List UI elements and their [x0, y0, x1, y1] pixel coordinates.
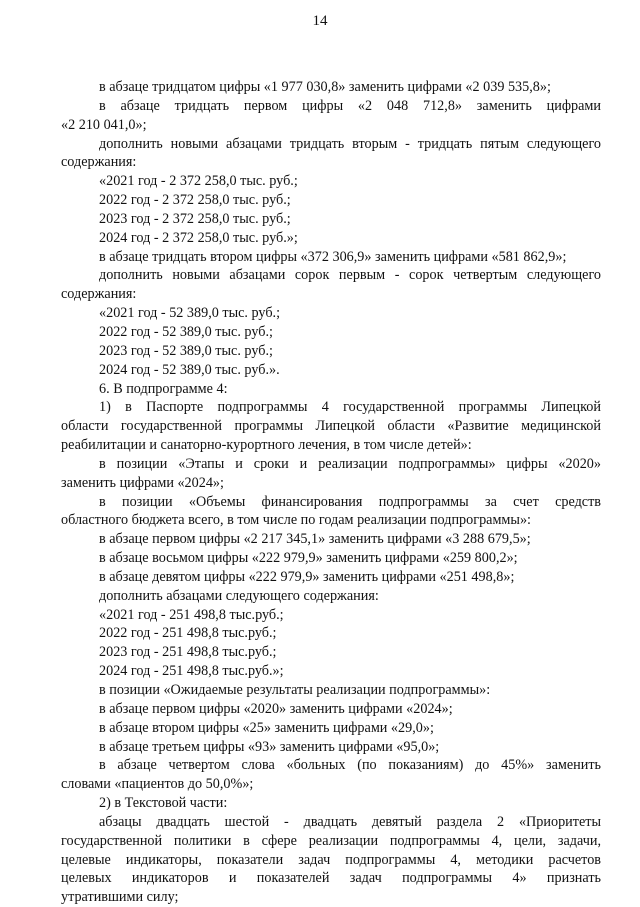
text-line: 2022 год - 251 498,8 тыс.руб.;	[99, 625, 277, 642]
text-line: 1) в Паспорте подпрограммы 4 государственной программы Липецкой	[99, 399, 601, 416]
text-line: в абзаце первом цифры «2 217 345,1» заменить цифрами «3 288 679,5»;	[99, 531, 531, 548]
text-line: 2024 год - 52 389,0 тыс. руб.».	[99, 361, 280, 378]
text-line: заменить цифрами «2024»;	[61, 474, 224, 491]
text-line: «2021 год - 2 372 258,0 тыс. руб.;	[99, 173, 298, 190]
text-line: 2) в Текстовой части:	[99, 795, 228, 812]
text-line: дополнить новыми абзацами тридцать вторым - тридцать пятым следующего	[99, 135, 601, 152]
text-line: в абзаце третьем цифры «93» заменить цифрами «95,0»;	[99, 738, 440, 755]
text-line: дополнить новыми абзацами сорок первым - сорок четвертым следующего	[99, 267, 601, 284]
page-number: 14	[312, 13, 328, 29]
text-line: государственной политики в сфере реализации подпрограммы 4, цели, задачи,	[61, 832, 601, 849]
text-line: в абзаце первом цифры «2020» заменить цифрами «2024»;	[99, 700, 453, 717]
text-line: абзацы двадцать шестой - двадцать девятый раздела 2 «Приоритеты	[99, 813, 601, 830]
text-line: дополнить абзацами следующего содержания:	[99, 587, 379, 604]
text-line: целевых индикаторов и показателей задач подпрограммы 4» признать	[61, 870, 601, 887]
text-line: утратившими силу;	[61, 889, 179, 906]
text-line: в позиции «Ожидаемые результаты реализации подпрограммы»:	[99, 682, 491, 698]
text-line: 6. В подпрограмме 4:	[99, 380, 228, 397]
text-line: 2023 год - 251 498,8 тыс.руб.;	[99, 644, 277, 661]
text-line: 2022 год - 2 372 258,0 тыс. руб.;	[99, 192, 291, 209]
text-line: в абзаце четвертом слова «больных (по показаниям) до 45%» заменить	[99, 757, 601, 774]
text-line: в абзаце втором цифры «25» заменить цифрами «29,0»;	[99, 719, 434, 736]
text-line: «2021 год - 251 498,8 тыс.руб.;	[99, 606, 284, 623]
text-line: содержания:	[61, 154, 137, 171]
text-line: 2022 год - 52 389,0 тыс. руб.;	[99, 323, 273, 340]
text-line: областного бюджета всего, в том числе по годам реализации подпрограммы»:	[61, 512, 531, 529]
text-line: «2 210 041,0»;	[61, 116, 147, 133]
text-line: в абзаце девятом цифры «222 979,9» заменить цифрами «251 498,8»;	[99, 568, 515, 585]
text-line: в позиции «Этапы и сроки и реализации подпрограммы» цифры «2020»	[99, 455, 601, 472]
text-line: в позиции «Объемы финансирования подпрограммы за счет средств	[99, 493, 601, 510]
text-line: в абзаце тридцать первом цифры «2 048 712,8» заменить цифрами	[99, 97, 601, 114]
text-line: 2023 год - 52 389,0 тыс. руб.;	[99, 342, 273, 359]
text-line: реабилитации и санаторно-курортного лечения, в том числе детей»:	[61, 437, 472, 454]
text-line: 2023 год - 2 372 258,0 тыс. руб.;	[99, 210, 291, 227]
text-line: словами «пациентов до 50,0%»;	[61, 776, 254, 793]
text-line: в абзаце восьмом цифры «222 979,9» заменить цифрами «259 800,2»;	[99, 550, 518, 567]
text-line: в абзаце тридцатом цифры «1 977 030,8» заменить цифрами «2 039 535,8»;	[99, 79, 551, 95]
text-line: 2024 год - 2 372 258,0 тыс. руб.»;	[99, 229, 298, 246]
text-line: в абзаце тридцать втором цифры «372 306,9» заменить цифрами «581 862,9»;	[99, 248, 567, 265]
text-line: содержания:	[61, 286, 137, 303]
text-line: области государственной программы Липецкой области «Развитие медицинской	[61, 418, 601, 435]
text-line: целевые индикаторы, показатели задач подпрограммы 4, методики расчетов	[61, 851, 601, 868]
text-line: «2021 год - 52 389,0 тыс. руб.;	[99, 305, 281, 322]
text-line: 2024 год - 251 498,8 тыс.руб.»;	[99, 663, 284, 680]
document-body	[61, 78, 601, 907]
